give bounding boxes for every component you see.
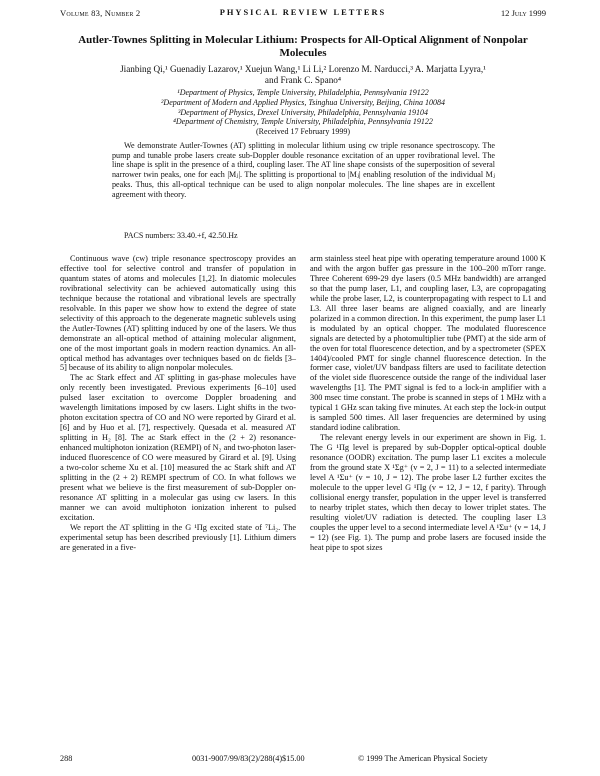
author-list [60, 64, 546, 86]
journal-name: PHYSICAL REVIEW LETTERS [219, 8, 387, 17]
affiliation: ¹Department of Physics, Temple University, Philadelphia, Pennsylvania 19122 [177, 88, 429, 97]
received-date: (Received 17 February 1999) [256, 127, 350, 137]
body-paragraph: Continuous wave (cw) triple resonance spectroscopy provides an effective tool for selective control and transfer of population in quantum states of atoms and molecules [1,2]. In diatomic molecules rovibrational selectivity can be achieved automatically using this technique because the rotational and vibrational levels are spectrally resolvable. In this paper we show how to extend the degree of state selectivity of this approach to the degenerate magnetic sublevels using the Autler-Townes (AT) splitting induced by one of the lasers. We thus demonstrate an all-optical method of attaining molecular alignment, one of the most important goals in modern reaction dynamics. An all-optical method has advantages over techniques based on dc fields [3–5] because of its ability to align nonpolar molecules. [60, 254, 296, 373]
author-line: Jianbing Qi,¹ Guenadiy Lazarov,¹ Xuejun Wang,¹ Li Li,² Lorenzo M. Narducci,³ A. Marjatta Lyyra,¹ [120, 64, 486, 74]
body-paragraph: The ac Stark effect and AT splitting in gas-phase molecules have only recently been investigated. Previous experiments [6–10] used pulsed laser excitation to overcome Doppler broadening and wavelength limitations imposed by cw lasers. Light shifts in the two-photon excitation spectra of CO and NO were reported by Girard et al. [6] and by Huo et al. [7], respectively. Quesada et al. measured AT splitting in H₂ [8]. The ac Stark effect in the (2 + 2) resonance-enhanced multiphoton ionization (REMPI) of N₂ and two-photon laser-induced fluorescence of CO were measured by Girard et al. [9]. Using a two-color scheme Xu et al. [10] measured the ac Stark shift and AT splitting in the (2 + 2) REMPI spectrum of CO. In what follows we present what we believe is the first measurement of sub-Doppler on-resonance AT splitting in a molecular gas using cw lasers. In this manner we can avoid multiphoton ionization inherent to pulsed excitation. [60, 373, 296, 522]
affiliation: ²Department of Modern and Applied Physics, Tsinghua University, Beijing, China 10084 [161, 97, 445, 107]
affiliation: ³Department of Physics, Drexel University, Philadelphia, Pennsylvania 19104 [177, 107, 429, 117]
abstract: We demonstrate Autler-Townes (AT) splitting in molecular lithium using cw triple resonance spectroscopy. The pump and tunable probe lasers create sub-Doppler double resonance excitation of an upper rovibrational level. The line shape is split in the presence of a third, coupling laser. The AT line shape consists of the superposition of several narrower twin peaks, one for each |Mⱼ|. The splitting is proportional to |Mⱼ| enabling resolution of the individual Mⱼ peaks. Thus, this all-optical technique can be used to align nonpolar molecules. The line shapes are in excellent agreement with theory. [112, 141, 495, 199]
body-paragraph: The relevant energy levels in our experiment are shown in Fig. 1. The G ¹Πg level is prepared by sub-Doppler optical-optical double resonance (OODR) excitation. The pump laser L1 excites a molecule from the ground state X ¹Σg⁺ (v = 2, J = 11) to a selected intermediate level A ¹Σu⁺ (v = 10, J = 12). The probe laser L2 further excites the molecule to the upper level G ¹Πg (v = 12, J = 12, f parity). Through collisional energy transfer, population in the upper level is transferred to nearby triplet states, which then decay to lower triplet states. The resulting violet/UV radiation is detected. The coupling laser L3 couples the upper level to a second intermediate level A ¹Σu⁺ (v = 14, J = 12) (see Fig. 1). The pump and probe lasers are focused inside the heat pipe to spot sizes [310, 433, 546, 552]
copyright-notice: © 1999 The American Physical Society [358, 754, 488, 763]
page-number: 288 [60, 754, 73, 763]
affiliation: ⁴Department of Chemistry, Temple University, Philadelphia, Pennsylvania 19122 [173, 117, 433, 127]
running-header [60, 8, 546, 22]
left-column [60, 254, 296, 553]
pacs-numbers: PACS numbers: 33.40.+f, 42.50.Hz [124, 231, 238, 240]
body-paragraph: We report the AT splitting in the G ¹Πg excited state of ⁷Li₂. The experimental setup has been described previously [1]. Lithium dimers are generated in a five- [60, 522, 296, 552]
affiliation-list [60, 88, 546, 137]
issue-date: 12 July 1999 [500, 8, 546, 18]
paper-title: Autler-Townes Splitting in Molecular Lithium: Prospects for All-Optical Alignment of Nonpolar Molecules [78, 34, 528, 59]
body-paragraph: arm stainless steel heat pipe with operating temperature around 1000 K and with the argon buffer gas pressure in the 100–200 mTorr range. Three Coherent 699-29 dye lasers (0.5 MHz bandwidth) are arranged so that the pump laser, L1, and coupling laser, L3, are copropagating while the probe laser, L2, is counterpropagating with respect to L1 and L3. All three laser beams are aligned coaxially, and are linearly polarized in a common direction. In this experiment, the pump laser L1 is modulated by an optical chopper. The modulated fluorescence signals are detected by a photomultiplier tube (PMT) at the side arm of the oven for total fluorescence detection, and by a spectrometer (SPEX 1404)/cooled PMT for single channel fluorescence detection. In the former case, violet/UV bandpass filters are used to facilitate detection of the violet side fluorescence outside the range of the individual laser wavelengths [1]. The PMT signal is fed to a lock-in amplifier with a 300 msec time constant. The probe is scanned in steps of 1 MHz with a typical 1 GHz scan taking five minutes. At each step the lock-in output is sampled 500 times. All laser frequencies are determined by using standard iodine calibration. [310, 254, 546, 433]
article-code: 0031-9007/99/83(2)/288(4)$15.00 [192, 754, 305, 763]
volume-number: Volume 83, Number 2 [60, 8, 141, 18]
right-column [310, 254, 546, 553]
author-line: and Frank C. Spano⁴ [264, 75, 342, 85]
page-footer [60, 754, 546, 766]
